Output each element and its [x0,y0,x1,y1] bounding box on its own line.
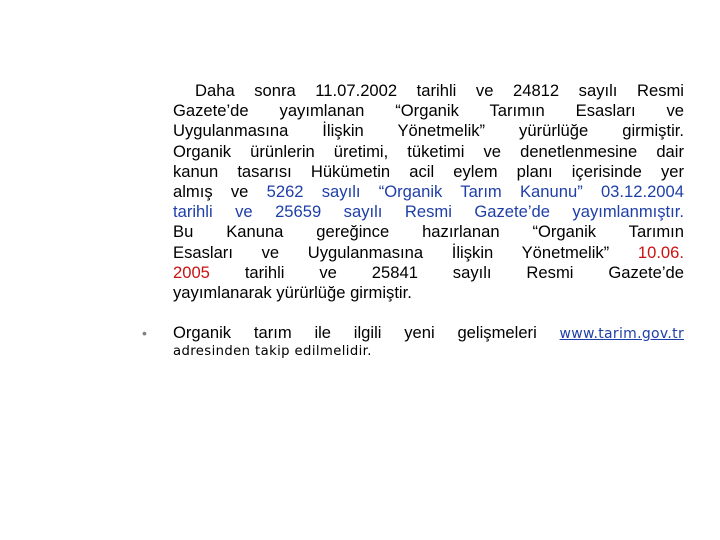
paragraph-line [173,263,684,283]
paragraph-line [173,81,684,101]
paragraph-line [173,283,684,303]
text-run: kanun tasarısı Hükümetin acil eylem planı içerisinde yer [173,161,684,181]
paragraph-line [173,182,684,202]
text-run: tarihli ve 25841 sayılı Resmi Gazete’de [209,262,684,282]
text-run: tarihli ve 25659 sayılı Resmi Gazete’de yayımlanmıştır. [173,202,684,222]
paragraph-line [173,222,684,242]
body-paragraph [173,81,684,303]
text-run: Organik ürünlerin üretimi, tüketimi ve denetlenmesine dair [173,141,684,161]
text-run: Uygulanmasına İlişkin Yönetmelik” yürürlüğe girmiştir. [173,121,684,141]
text-run: yayımlanarak yürürlüğe girmiştir. [173,283,412,303]
paragraph-line [173,121,684,141]
bullet-text [173,323,684,344]
paragraph-line [173,202,684,222]
text-run: Bu Kanuna gereğince hazırlanan “Organik Tarımın [173,222,684,242]
bullet-continuation: adresinden takip edilmelidir. [173,344,372,359]
bullet-marker: • [142,325,147,341]
text-run: Esasları ve Uygulanmasına İlişkin Yönetmelik” [173,242,638,262]
text-run: 10.06. [637,242,684,262]
paragraph-line [173,101,684,121]
text-run: 5262 sayılı “Organik Tarım Kanunu” 03.12.2004 [266,182,684,202]
paragraph-line [173,243,684,263]
paragraph-line [173,162,684,182]
text-run: almış ve [173,182,267,202]
text-run: 2005 [173,262,210,282]
paragraph-line [173,142,684,162]
text-run: Daha sonra 11.07.2002 tarihli ve 24812 sayılı Resmi [195,81,684,100]
text-run: Gazete’de yayımlanan “Organik Tarımın Esasları ve [173,101,684,121]
tarim-link[interactable]: www.tarim.gov.tr [559,326,684,342]
bullet-text-lead: Organik tarım ile ilgili yeni gelişmeleri [173,323,560,342]
